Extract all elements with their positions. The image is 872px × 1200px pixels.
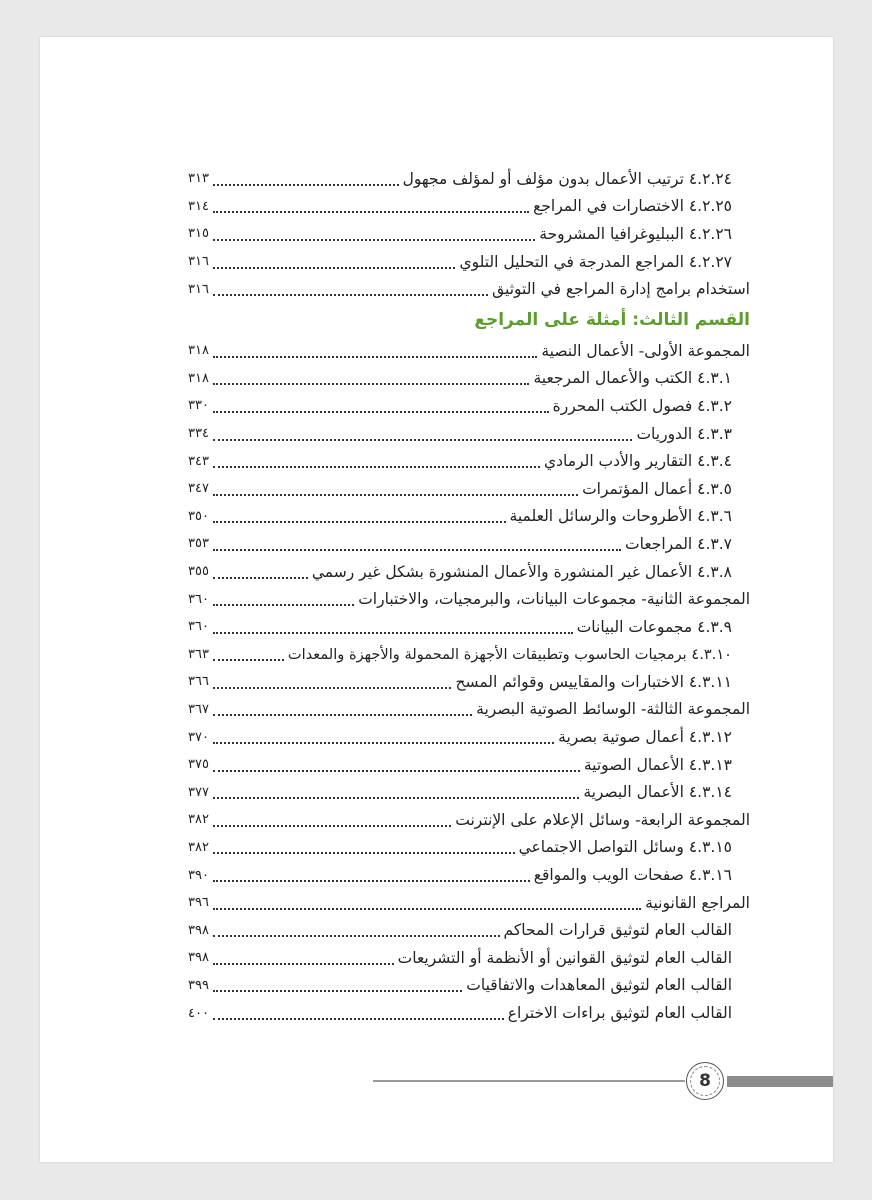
footer-bar (727, 1076, 833, 1087)
toc-page-number: ٣١٨ (188, 370, 209, 386)
toc-page-number: ٤٠٠ (188, 1005, 209, 1021)
toc-entry[interactable]: ٤.٣.٢ فصول الكتب المحررة ٣٣٠ (188, 396, 732, 415)
toc-entry[interactable]: المجموعة الرابعة- وسائل الإعلام على الإنترنت ٣٨٢ (188, 810, 750, 829)
toc-page-number: ٣١٦ (188, 281, 209, 297)
toc-page-number: ٣٧٠ (188, 729, 209, 745)
toc-page-number: ٣١٥ (188, 226, 209, 242)
toc-entry[interactable]: القالب العام لتوثيق براءات الاختراع ٤٠٠ (188, 1004, 732, 1023)
toc-entry[interactable]: ٤.٣.٩ مجموعات البيانات ٣٦٠ (188, 617, 732, 636)
toc-page-number: ٣٧٥ (188, 757, 209, 773)
toc-page-number: ٣١٦ (188, 254, 209, 270)
page-number-badge: 8 (686, 1062, 724, 1100)
toc-entry[interactable]: ٤.٣.٦ الأطروحات والرسائل العلمية ٣٥٠ (188, 507, 732, 526)
toc-entry[interactable]: ٤.٣.١٥ وسائل التواصل الاجتماعي ٣٨٢ (188, 838, 732, 857)
toc-entry[interactable]: استخدام برامج إدارة المراجع في التوثيق ٣١٦ (188, 280, 750, 299)
toc-entry[interactable]: ٤.٣.٧ المراجعات ٣٥٣ (188, 534, 732, 553)
toc-page-number: ٣٦٠ (188, 619, 209, 635)
toc-page-number: ٣٥٣ (188, 536, 209, 552)
toc-page-number: ٣٦٦ (188, 674, 209, 690)
toc-entry[interactable]: ٤.٣.٨ الأعمال غير المنشورة والأعمال المنشورة بشكل غير رسمي ٣٥٥ (188, 562, 732, 581)
toc-page-number: ٣٩٩ (188, 977, 209, 993)
toc-page-number: ٣٩٨ (188, 950, 209, 966)
toc-page-number: ٣١٤ (188, 198, 209, 214)
toc-page-number: ٣٩٠ (188, 867, 209, 883)
table-of-contents (188, 165, 750, 1027)
toc-entry[interactable]: ٤.٣.٣ الدوريات ٣٣٤ (188, 424, 732, 443)
toc-entry[interactable]: ٤.٣.١٦ صفحات الويب والمواقع ٣٩٠ (188, 866, 732, 885)
toc-entry[interactable]: ٤.٢.٢٦ الببليوغرافيا المشروحة ٣١٥ (188, 224, 732, 243)
toc-page-number: ٣١٣ (188, 171, 209, 187)
toc-page-number: ٣٩٦ (188, 895, 209, 911)
toc-page-number: ٣٧٧ (188, 784, 209, 800)
toc-entry[interactable]: ٤.٣.١ الكتب والأعمال المرجعية ٣١٨ (188, 369, 732, 388)
toc-entry[interactable]: ٤.٢.٢٧ المراجع المدرجة في التحليل التلوي ٣١٦ (188, 252, 732, 271)
toc-page-number: ٣١٨ (188, 343, 209, 359)
section-heading: القسم الثالث: أمثلة على المراجع (474, 309, 750, 330)
document-page (40, 37, 833, 1162)
toc-entry[interactable]: المجموعة الثانية- مجموعات البيانات، والبرمجيات، والاختبارات ٣٦٠ (188, 590, 750, 609)
toc-page-number: ٣٤٧ (188, 481, 209, 497)
toc-entry[interactable]: ٤.٢.٢٥ الاختصارات في المراجع ٣١٤ (188, 197, 732, 216)
toc-entry[interactable]: ٤.٣.١١ الاختبارات والمقاييس وقوائم المسح ٣٦٦ (188, 672, 732, 691)
toc-entry[interactable]: القالب العام لتوثيق قرارات المحاكم ٣٩٨ (188, 921, 732, 940)
toc-entry[interactable]: القالب العام لتوثيق القوانين أو الأنظمة أو التشريعات ٣٩٨ (188, 948, 732, 967)
toc-entry[interactable]: المجموعة الأولى- الأعمال النصية ٣١٨ (188, 341, 750, 360)
toc-page-number: ٣٨٢ (188, 839, 209, 855)
toc-entry[interactable]: ٤.٣.١٢ أعمال صوتية بصرية ٣٧٠ (188, 728, 732, 747)
footer-divider (373, 1080, 685, 1082)
toc-page-number: ٣٨٢ (188, 812, 209, 828)
toc-entry[interactable]: المراجع القانونية ٣٩٦ (188, 893, 750, 912)
toc-page-number: ٣٤٣ (188, 453, 209, 469)
toc-entry[interactable]: ٤.٣.١٠ برمجيات الحاسوب وتطبيقات الأجهزة المحمولة والأجهزة والمعدات ٣٦٣ (188, 645, 732, 663)
toc-entry[interactable]: القالب العام لتوثيق المعاهدات والاتفاقيات ٣٩٩ (188, 976, 732, 995)
toc-page-number: ٣٦٣ (188, 646, 209, 662)
toc-entry[interactable]: المجموعة الثالثة- الوسائط الصوتية البصرية ٣٦٧ (188, 700, 750, 719)
toc-entry[interactable]: ٤.٢.٢٤ ترتيب الأعمال بدون مؤلف أو لمؤلف مجهول ٣١٣ (188, 169, 732, 188)
toc-page-number: ٣٦٧ (188, 701, 209, 717)
toc-entry[interactable]: ٤.٣.١٤ الأعمال البصرية ٣٧٧ (188, 783, 732, 802)
toc-page-number: ٣٥٠ (188, 508, 209, 524)
toc-page-number: ٣٥٥ (188, 564, 209, 580)
toc-page-number: ٣٣٠ (188, 398, 209, 414)
toc-entry[interactable]: ٤.٣.٤ التقارير والأدب الرمادي ٣٤٣ (188, 452, 732, 471)
toc-page-number: ٣٩٨ (188, 922, 209, 938)
toc-page-number: ٣٦٠ (188, 591, 209, 607)
toc-entry[interactable]: ٤.٣.٥ أعمال المؤتمرات ٣٤٧ (188, 479, 732, 498)
toc-entry[interactable]: ٤.٣.١٣ الأعمال الصوتية ٣٧٥ (188, 755, 732, 774)
toc-page-number: ٣٣٤ (188, 426, 209, 442)
